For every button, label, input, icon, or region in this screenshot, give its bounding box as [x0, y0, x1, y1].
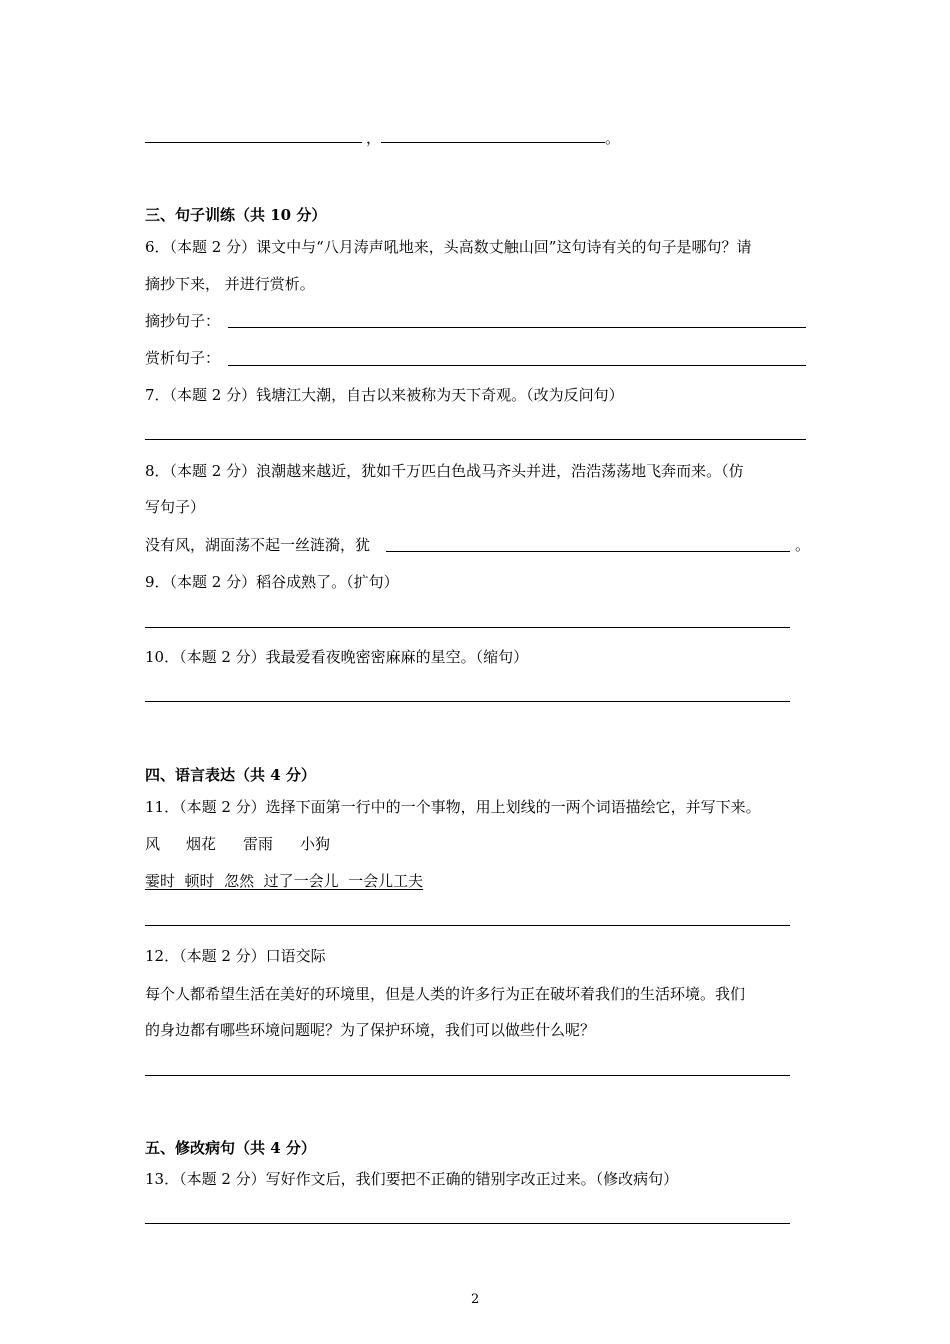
comma: ，: [366, 129, 382, 147]
question-8-end-mark: 。: [795, 536, 811, 554]
question-8-answer-line[interactable]: [386, 551, 790, 552]
period: 。: [605, 129, 621, 147]
question-12-title: 12．（本题 2 分）口语交际: [145, 947, 326, 965]
section-3-title: 三、句子训练（共 10 分）: [145, 206, 327, 224]
question-7: 7．（本题 2 分）钱塘江大潮，自古以来被称为天下奇观。（改为反问句）: [145, 386, 624, 404]
thing-fireworks: 烟花: [186, 835, 217, 853]
thing-wind: 风: [145, 835, 161, 853]
question-8-line-1: 8．（本题 2 分）浪潮越来越近，犹如千万匹白色战马齐头并进，浩浩荡荡地飞奔而来。（仿: [145, 462, 744, 480]
question-7-answer-line[interactable]: [145, 439, 806, 440]
thing-thunderstorm: 雷雨: [243, 835, 274, 853]
page-number: 2: [471, 1292, 480, 1307]
section-4-title: 四、语言表达（共 4 分）: [145, 766, 316, 784]
question-12-line-1: 每个人都希望生活在美好的环境里，但是人类的许多行为正在破坏着我们的生活环境。我们: [145, 985, 746, 1003]
question-6-line-1: 6．（本题 2 分）课文中与“八月涛声吼地来，头高数丈触山回”这句诗有关的句子是哪句？请: [145, 238, 752, 256]
question-12-answer-line[interactable]: [145, 1075, 790, 1076]
question-8-line-2: 写句子）: [145, 498, 206, 516]
copy-sentence-answer-line[interactable]: [228, 327, 806, 328]
analysis-answer-line[interactable]: [228, 365, 806, 366]
question-9-answer-line[interactable]: [145, 627, 790, 628]
answer-blank-left[interactable]: [145, 142, 362, 143]
copy-sentence-label: 摘抄句子：: [145, 312, 221, 330]
question-6-line-2: 摘抄下来， 并进行赏析。: [145, 275, 315, 293]
answer-blank-right[interactable]: [381, 142, 605, 143]
question-11-answer-line[interactable]: [145, 925, 790, 926]
analysis-label: 赏析句子：: [145, 349, 221, 367]
question-8-prompt: 没有风，湖面荡不起一丝涟漪，犹: [145, 536, 371, 554]
underlined-word-list: 霎时 顿时 忽然 过了一会儿 一会儿工夫: [145, 872, 424, 890]
question-10-answer-line[interactable]: [145, 701, 790, 702]
question-13-answer-line[interactable]: [145, 1223, 790, 1224]
question-12-line-2: 的身边都有哪些环境问题呢？为了保护环境，我们可以做些什么呢？: [145, 1021, 596, 1039]
question-10: 10．（本题 2 分）我最爱看夜晚密密麻麻的星空。（缩句）: [145, 648, 529, 666]
question-11: 11．（本题 2 分）选择下面第一行中的一个事物，用上划线的一两个词语描绘它，并写下来。: [145, 798, 761, 816]
question-13: 13．（本题 2 分）写好作文后，我们要把不正确的错别字改正过来。（修改病句）: [145, 1170, 679, 1188]
section-5-title: 五、修改病句（共 4 分）: [145, 1139, 316, 1157]
thing-puppy: 小狗: [300, 835, 331, 853]
question-9: 9．（本题 2 分）稻谷成熟了。（扩句）: [145, 573, 399, 591]
